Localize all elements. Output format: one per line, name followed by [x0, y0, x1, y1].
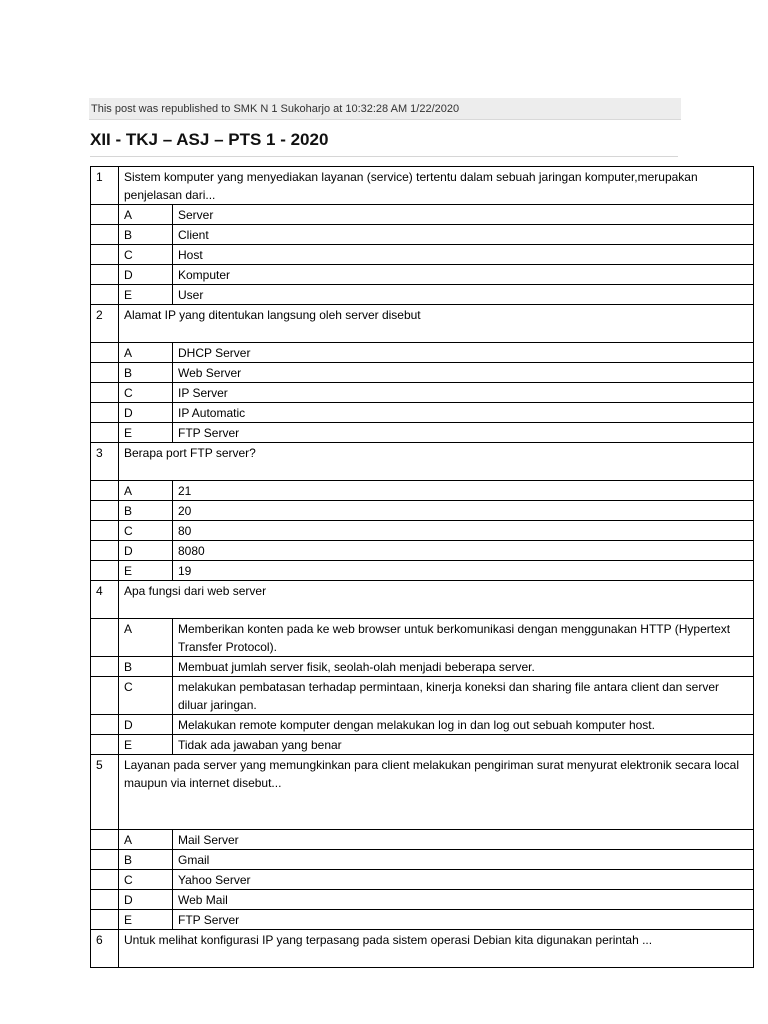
option-row [91, 225, 754, 245]
option-row [91, 285, 754, 305]
question-row [91, 443, 754, 481]
option-row [91, 619, 754, 657]
option-text: Tidak ada jawaban yang benar [173, 735, 754, 755]
title-divider [90, 156, 678, 157]
question-number: 5 [91, 755, 119, 830]
option-text: 80 [173, 521, 754, 541]
option-row [91, 561, 754, 581]
option-text: Membuat jumlah server fisik, seolah-olah menjadi beberapa server. [173, 657, 754, 677]
option-row [91, 521, 754, 541]
option-row [91, 677, 754, 715]
option-row [91, 890, 754, 910]
option-letter: E [119, 423, 173, 443]
option-text: DHCP Server [173, 343, 754, 363]
option-letter: E [119, 561, 173, 581]
option-row [91, 735, 754, 755]
question-row [91, 581, 754, 619]
option-text: FTP Server [173, 423, 754, 443]
option-text: Web Server [173, 363, 754, 383]
option-letter: D [119, 890, 173, 910]
option-row [91, 383, 754, 403]
option-row [91, 501, 754, 521]
option-letter: A [119, 619, 173, 657]
question-number: 3 [91, 443, 119, 481]
option-letter: B [119, 225, 173, 245]
quiz-table [90, 166, 754, 968]
option-row [91, 481, 754, 501]
option-row [91, 265, 754, 285]
option-letter: B [119, 363, 173, 383]
option-letter: A [119, 205, 173, 225]
option-text: 19 [173, 561, 754, 581]
option-row [91, 870, 754, 890]
option-letter: E [119, 910, 173, 930]
option-row [91, 715, 754, 735]
option-text: Host [173, 245, 754, 265]
question-number: 2 [91, 305, 119, 343]
republish-notice: This post was republished to SMK N 1 Sukoharjo at 10:32:28 AM 1/22/2020 [89, 98, 681, 120]
question-text: Sistem komputer yang menyediakan layanan (service) tertentu dalam sebuah jaringan komputer,merupakan penjelasan dari... [119, 167, 754, 205]
question-text: Alamat IP yang ditentukan langsung oleh server disebut [119, 305, 754, 343]
option-row [91, 830, 754, 850]
option-row [91, 423, 754, 443]
option-text: FTP Server [173, 910, 754, 930]
option-letter: D [119, 403, 173, 423]
option-letter: B [119, 501, 173, 521]
option-letter: A [119, 481, 173, 501]
option-text: 21 [173, 481, 754, 501]
question-text: Apa fungsi dari web server [119, 581, 754, 619]
option-text: Web Mail [173, 890, 754, 910]
option-letter: D [119, 715, 173, 735]
option-letter: C [119, 870, 173, 890]
question-row [91, 755, 754, 830]
option-letter: D [119, 541, 173, 561]
option-text: IP Server [173, 383, 754, 403]
question-text: Berapa port FTP server? [119, 443, 754, 481]
option-text: Gmail [173, 850, 754, 870]
option-row [91, 657, 754, 677]
page-title: XII - TKJ – ASJ – PTS 1 - 2020 [90, 130, 329, 149]
option-letter: E [119, 735, 173, 755]
option-letter: B [119, 657, 173, 677]
option-row [91, 910, 754, 930]
question-number: 1 [91, 167, 119, 205]
option-row [91, 245, 754, 265]
option-text: Memberikan konten pada ke web browser untuk berkomunikasi dengan menggunakan HTTP (Hypertext Transfer Protocol). [173, 619, 754, 657]
question-number: 6 [91, 930, 119, 968]
option-text: Server [173, 205, 754, 225]
option-text: User [173, 285, 754, 305]
option-text: Melakukan remote komputer dengan melakukan log in dan log out sebuah komputer host. [173, 715, 754, 735]
option-row [91, 205, 754, 225]
option-letter: C [119, 245, 173, 265]
option-row [91, 850, 754, 870]
question-text: Untuk melihat konfigurasi IP yang terpasang pada sistem operasi Debian kita digunakan perintah ... [119, 930, 754, 968]
option-letter: E [119, 285, 173, 305]
option-row [91, 343, 754, 363]
option-letter: D [119, 265, 173, 285]
question-number: 4 [91, 581, 119, 619]
option-letter: C [119, 677, 173, 715]
question-text: Layanan pada server yang memungkinkan para client melakukan pengiriman surat menyurat elektronik secara local maupun via internet disebut... [119, 755, 754, 830]
option-text: IP Automatic [173, 403, 754, 423]
option-text: melakukan pembatasan terhadap permintaan, kinerja koneksi dan sharing file antara client dan server diluar jaringan. [173, 677, 754, 715]
option-row [91, 363, 754, 383]
option-letter: A [119, 343, 173, 363]
option-text: 8080 [173, 541, 754, 561]
option-row [91, 403, 754, 423]
option-letter: A [119, 830, 173, 850]
option-row [91, 541, 754, 561]
question-row [91, 305, 754, 343]
option-text: Mail Server [173, 830, 754, 850]
option-letter: B [119, 850, 173, 870]
option-text: Yahoo Server [173, 870, 754, 890]
option-text: Client [173, 225, 754, 245]
option-text: Komputer [173, 265, 754, 285]
option-letter: C [119, 521, 173, 541]
question-row [91, 930, 754, 968]
question-row [91, 167, 754, 205]
option-letter: C [119, 383, 173, 403]
option-text: 20 [173, 501, 754, 521]
